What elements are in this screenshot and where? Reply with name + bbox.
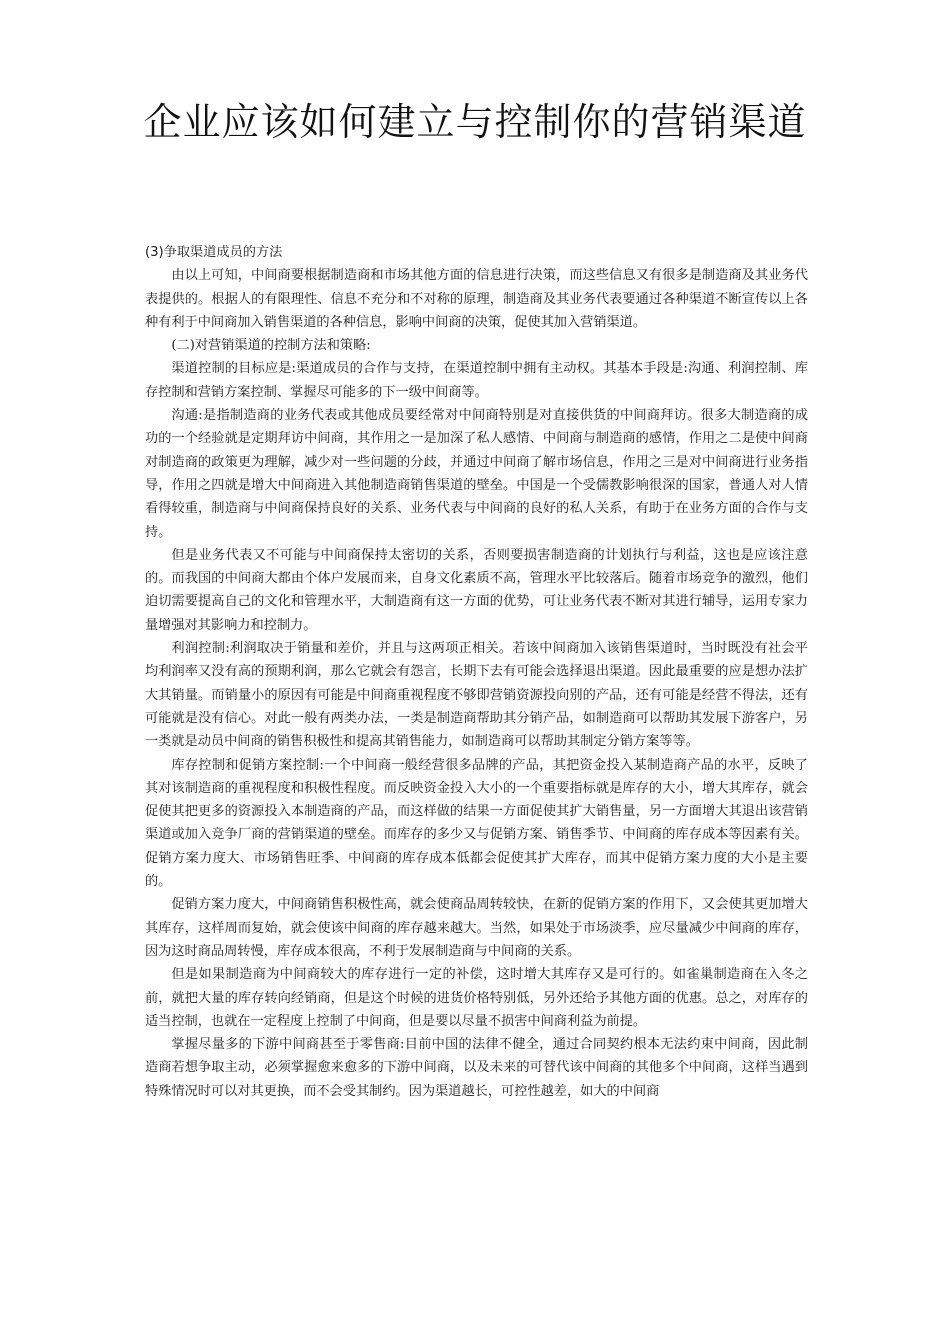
paragraph-7: 库存控制和促销方案控制:一个中间商一般经营很多品牌的产品，其把资金投入某制造商产品的水平，反映了其对该制造商的重视程度和积极性程度。而反映资金投入大小的一个重要指标就是库存的大小，增大其库存，就会促使其把更多的资源投入本制造商的产品，而这样做的结果一方面促使其扩大销售量，另一方面增大其退出该营销渠道或加入竞争厂商的营销渠道的壁垒。而库存的多少又与促销方案、销售季节、中间商的库存成本等因素有关。促销方案力度大、市场销售旺季、中间商的库存成本低都会促使其扩大库存，而其中促销方案力度的大小是主要的。 bbox=[145, 757, 808, 890]
paragraph-4: 沟通:是指制造商的业务代表或其他成员要经常对中间商特别是对直接供货的中间商拜访。很多大制造商的成功的一个经验就是定期拜访中间商，其作用之一是加深了私人感情、中间商与制造商的感情，作用之二是使中间商对制造商的政策更为理解，减少对一些问题的分歧，并通过中间商了解市场信息，作用之三是对中间商进行业务指导，作用之四就是增大中间商进入其他制造商销售渠道的壁垒。中国是一个受儒教影响很深的国家，普通人对人情看得较重，制造商与中间商保持良好的关系、业务代表与中间商的良好的私人关系，有助于在业务方面的合作与支持。 bbox=[145, 408, 808, 540]
paragraph-5: 但是业务代表又不可能与中间商保持太密切的关系，否则要损害制造商的计划执行与利益，这也是应该注意的。而我国的中间商大都由个体户发展而来，自身文化素质不高，管理水平比较落后。随着市场竞争的激烈，他们迫切需要提高自己的文化和管理水平，大制造商有这一方面的优势，可让业务代表不断对其进行辅导，运用专家力量增强对其影响力和控制力。 bbox=[145, 547, 808, 633]
paragraph-8: 促销方案力度大，中间商销售积极性高，就会使商品周转较快，在新的促销方案的作用下，又会使其更加增大其库存，这样周而复始，就会使该中间商的库存越来越大。当然，如果处于市场淡季，应尽量减少中间商的库存，因为这时商品周转慢，库存成本很高，不利于发展制造商与中间商的关系。 bbox=[145, 897, 808, 959]
paragraph-6: 利润控制:利润取决于销量和差价，并且与这两项正相关。若该中间商加入该销售渠道时，当时既没有社会平均利润率又没有高的预期利润，那么它就会有怨言，长期下去有可能会选择退出渠道。因此最重要的应是想办法扩大其销量。而销量小的原因有可能是中间商重视程度不够即营销资源投向别的产品，还有可能是经营不得法，还有可能就是没有信心。对此一般有两类办法，一类是制造商帮助其分销产品，如制造商可以帮助其发展下游客户，另一类就是动员中间商的销售积极性和提高其销售能力，如制造商可以帮助其制定分销方案等等。 bbox=[145, 641, 808, 750]
paragraph-1: 由以上可知，中间商要根据制造商和市场其他方面的信息进行决策，而这些信息又有很多是制造商及其业务代表提供的。根据人的有限理性、信息不充分和不对称的原理，制造商及其业务代表要通过各种渠道不断宣传以上各种有利于中间商加入销售渠道的各种信息，影响中间商的决策，促使其加入营销渠道。 bbox=[145, 268, 808, 330]
paragraph-10: 掌握尽量多的下游中间商甚至于零售商:目前中国的法律不健全，通过合同契约根本无法约束中间商，因此制造商若想争取主动，必须掌握愈来愈多的下游中间商，以及未来的可替代该中间商的其他多个中间商，这样当遇到特殊情况时可以对其更换，而不会受其制约。因为渠道越长，可控性越差，如大的中间商 bbox=[145, 1037, 808, 1099]
section-heading: (3)争取渠道成员的方法 bbox=[145, 245, 283, 260]
paragraph-9: 但是如果制造商为中间商较大的库存进行一定的补偿，这时增大其库存又是可行的。如雀巢制造商在入冬之前，就把大量的库存转向经销商，但是这个时候的进货价格特别低，另外还给予其他方面的优惠。总之，对库存的适当控制，也就在一定程度上控制了中间商，但是要以尽量不损害中间商利益为前提。 bbox=[145, 967, 808, 1029]
document-body bbox=[145, 241, 808, 1103]
document-title: 企业应该如何建立与控制你的营销渠道 bbox=[143, 100, 807, 144]
paragraph-2: (二)对营销渠道的控制方法和策略: bbox=[171, 338, 371, 354]
paragraph-3: 渠道控制的目标应是:渠道成员的合作与支持，在渠道控制中拥有主动权。其基本手段是:沟通、利润控制、库存控制和营销方案控制、掌握尽可能多的下一级中间商等。 bbox=[145, 361, 808, 400]
